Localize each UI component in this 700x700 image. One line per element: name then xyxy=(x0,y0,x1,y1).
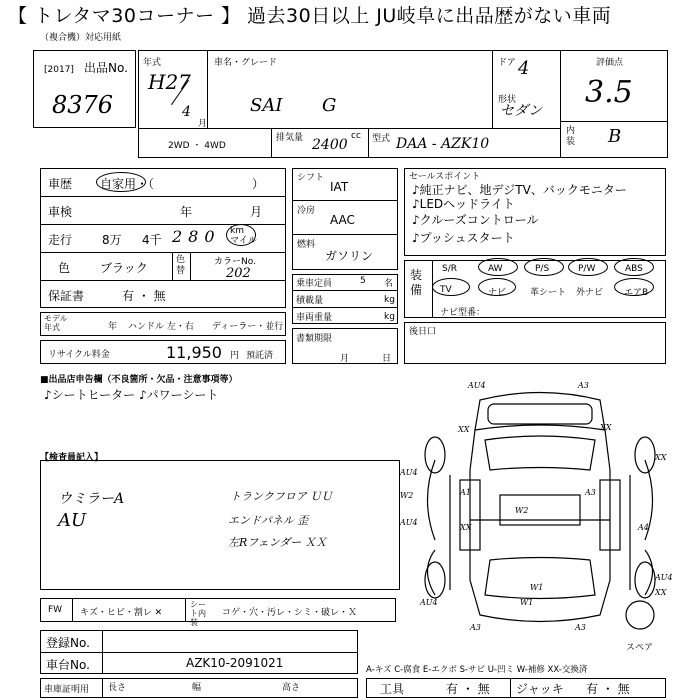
equip-tv: TV xyxy=(440,285,452,295)
shift-value: IAT xyxy=(330,180,349,194)
ac-label: 冷房 xyxy=(297,206,316,216)
equip-ps: P/S xyxy=(535,264,550,274)
sales-item-1: ♪純正ナビ、地デジTV、バックモニター xyxy=(412,183,627,197)
equip-navi-model: ナビ型番： xyxy=(440,308,486,318)
equip-ext-navi: 外ナビ xyxy=(576,288,604,298)
car-diagram xyxy=(400,380,690,635)
interior-label: 内装 xyxy=(566,126,576,147)
mark-xx-bottom-right: XX xyxy=(655,588,667,597)
capacity-unit: 名 xyxy=(384,279,394,289)
score-value: 3.5 xyxy=(585,75,633,110)
lot-label: 出品No. xyxy=(84,61,128,75)
mark-a1: A1 xyxy=(460,488,471,497)
recycle-label: リサイクル料金 xyxy=(48,350,110,360)
mileage-sen: 4千 xyxy=(142,233,162,247)
equip-label: 装備 xyxy=(410,268,423,297)
mark-a4: A4 xyxy=(638,523,649,532)
mark-a3-bottom-right: A3 xyxy=(575,623,586,632)
capacity-value: 5 xyxy=(360,276,366,286)
sales-item-2: ♪LEDヘッドライト xyxy=(412,197,515,211)
equip-pw: P/W xyxy=(578,264,596,274)
mileage-label: 走行 xyxy=(48,233,73,247)
mark-au4-right: AU4 xyxy=(655,573,673,582)
interior-value: B xyxy=(608,126,622,147)
equip-aw: AW xyxy=(488,264,503,274)
weight-unit: kg xyxy=(384,312,395,322)
seller-notes-text: ♪シートヒーター ♪パワーシート xyxy=(44,388,219,402)
year-label: 年式 xyxy=(143,58,162,68)
history-value: 自家用・（ xyxy=(100,177,155,191)
docs-day: 日 xyxy=(382,354,392,364)
inspection-label: 車検 xyxy=(48,205,73,219)
spare-label: スペア xyxy=(626,643,654,653)
mark-w1: W1 xyxy=(530,583,544,592)
year-era: H xyxy=(148,70,166,94)
mark-w1-bottom: W1 xyxy=(520,598,534,607)
jack-value: 有 ・ 無 xyxy=(586,682,630,696)
chassis-label: 車台No. xyxy=(46,658,90,672)
displacement-label: 排気量 xyxy=(276,133,304,143)
inspector-line-3: トランクフロア ＵＵ xyxy=(230,490,333,503)
mark-w2-left: W2 xyxy=(400,491,414,500)
weight-label: 車両重量 xyxy=(296,313,333,323)
mileage-digits: 280 xyxy=(172,227,221,246)
model-row-handle: ハンドル 左・右 xyxy=(128,322,194,332)
jack-label: ジャッキ xyxy=(516,682,564,696)
cc-unit: cc xyxy=(351,131,361,141)
docs-month: 月 xyxy=(340,354,350,364)
car-name: SAI xyxy=(250,95,283,116)
cert-length: 長さ xyxy=(108,683,127,693)
year-value: 27 xyxy=(165,70,191,94)
mark-a3-top: A3 xyxy=(578,381,589,390)
mark-au4-bottom: AU4 xyxy=(420,598,438,607)
mark-a3-right: A3 xyxy=(585,488,596,497)
inspector-label: 【検査員記入】 xyxy=(40,453,104,463)
tools-value: 有 ・ 無 xyxy=(446,682,490,696)
mark-w2-center: W2 xyxy=(515,506,529,515)
doors-label: ドア xyxy=(498,58,516,68)
year-tag: [2017] xyxy=(44,65,74,75)
mark-xx-right: XX xyxy=(655,453,667,462)
mark-xx-fr: XX xyxy=(600,423,612,432)
inspector-line-1: ウミラーA xyxy=(58,491,125,507)
color-code: 202 xyxy=(226,266,251,281)
warranty-label: 保証書 xyxy=(48,289,85,303)
recycle-unit: 円 xyxy=(230,351,240,361)
cert-label: 車庫証明用 xyxy=(44,685,90,695)
score-label: 評価点 xyxy=(596,58,624,68)
chassis-value: AZK10-2091021 xyxy=(186,656,284,670)
tools-label: 工具 xyxy=(380,682,405,696)
equip-airbag: エアB xyxy=(624,288,649,298)
displacement-value: 2400 xyxy=(312,137,348,153)
mark-xx-fl: XX xyxy=(458,425,470,434)
fuel-value: ガソリン xyxy=(325,249,374,263)
cert-height: 高さ xyxy=(282,683,301,693)
inspector-line-2: AU xyxy=(58,510,87,531)
cert-width: 幅 xyxy=(192,683,202,693)
ac-value: AAC xyxy=(330,213,355,227)
mark-au4-rear-left: AU4 xyxy=(400,518,418,527)
car-grade: G xyxy=(322,95,337,116)
mark-au4-top: AU4 xyxy=(468,381,486,390)
lot-box xyxy=(33,50,136,128)
car-label: 車名・グレード xyxy=(214,58,278,68)
shape-label: 形状 xyxy=(498,95,517,105)
inspector-block xyxy=(40,460,400,590)
registration-label: 登録No. xyxy=(46,636,90,650)
shift-label: シフト xyxy=(297,173,325,183)
model-row-year: 年 xyxy=(108,322,118,332)
model-label: 型式 xyxy=(372,134,391,144)
color-label: 色 xyxy=(58,261,71,275)
lot-number: 8376 xyxy=(52,91,114,119)
floor-label: FW xyxy=(48,605,63,615)
sales-label: セールスポイント xyxy=(409,172,481,182)
color-value: ブラック xyxy=(100,261,148,275)
drive-options: 2WD ・ 4WD xyxy=(168,141,226,151)
seat-label: シート内装 xyxy=(190,600,206,627)
sales-item-4: ♪プッシュスタート xyxy=(412,231,515,245)
floor-items: キズ・ヒビ・割レ ✕ xyxy=(80,608,163,618)
equip-sr: S/R xyxy=(442,264,457,274)
equip-leather: 革シート xyxy=(530,288,567,298)
history-label: 車歴 xyxy=(48,177,73,191)
recycle-value: 11,950 xyxy=(166,343,222,362)
color-code-label: カラーNo. xyxy=(214,257,256,267)
retrofit-block xyxy=(404,322,666,364)
model-row-dealer: ディーラー・並行 xyxy=(212,322,284,332)
mileage-unit: km マイル xyxy=(230,226,257,246)
inspection-month: 月 xyxy=(250,205,263,219)
fuel-label: 燃料 xyxy=(297,240,316,250)
model-value: DAA - AZK10 xyxy=(396,136,490,152)
mark-au4-left: AU4 xyxy=(400,468,418,477)
load-label: 積載量 xyxy=(296,296,324,306)
equip-navi: ナビ xyxy=(488,288,507,298)
inspector-line-5: 左Rフェンダー ＸＸ xyxy=(228,536,327,549)
history-close: ） xyxy=(252,177,265,191)
mileage-man: 8万 xyxy=(102,233,122,247)
header-title: 【 トレタマ30コーナー 】 過去30日以上 JU岐阜に出品歴がない車両 xyxy=(8,5,612,27)
month-unit: 月 xyxy=(198,119,208,129)
shape-value: セダン xyxy=(500,103,543,119)
load-unit: kg xyxy=(384,295,395,305)
mark-a3-bottom-left: A3 xyxy=(470,623,481,632)
sales-item-3: ♪クルーズコントロール xyxy=(412,213,539,227)
month-value: 4 xyxy=(182,104,191,120)
recycle-note: 預託済 xyxy=(246,351,274,361)
warranty-value: 有 ・ 無 xyxy=(122,289,166,303)
seller-notes-label: ■出品店申告欄（不良箇所・欠品・注意事項等） xyxy=(40,375,238,385)
doors-value: 4 xyxy=(518,58,530,79)
retrofit-label: 後日口 xyxy=(409,327,437,337)
capacity-label: 乗車定員 xyxy=(296,279,333,289)
paper-type-label: （複合機）対応用紙 xyxy=(40,33,122,43)
color-change-label: 色替 xyxy=(176,255,186,276)
docs-label: 書類期限 xyxy=(296,334,333,344)
equip-abs: ABS xyxy=(625,264,643,274)
model-row-label: モデル年式 xyxy=(44,314,68,332)
inspector-line-4: エンドパネル 歪 xyxy=(228,514,309,527)
mark-xx-rear: XX xyxy=(460,523,472,532)
inspection-year: 年 xyxy=(180,205,193,219)
legend-text: A-キズ C-腐食 E-エクボ S-サビ U-凹ミ W-補修 XX-交換済 xyxy=(366,665,588,675)
seat-items: コゲ・穴・汚レ・シミ・破レ・Ｘ xyxy=(222,608,358,618)
